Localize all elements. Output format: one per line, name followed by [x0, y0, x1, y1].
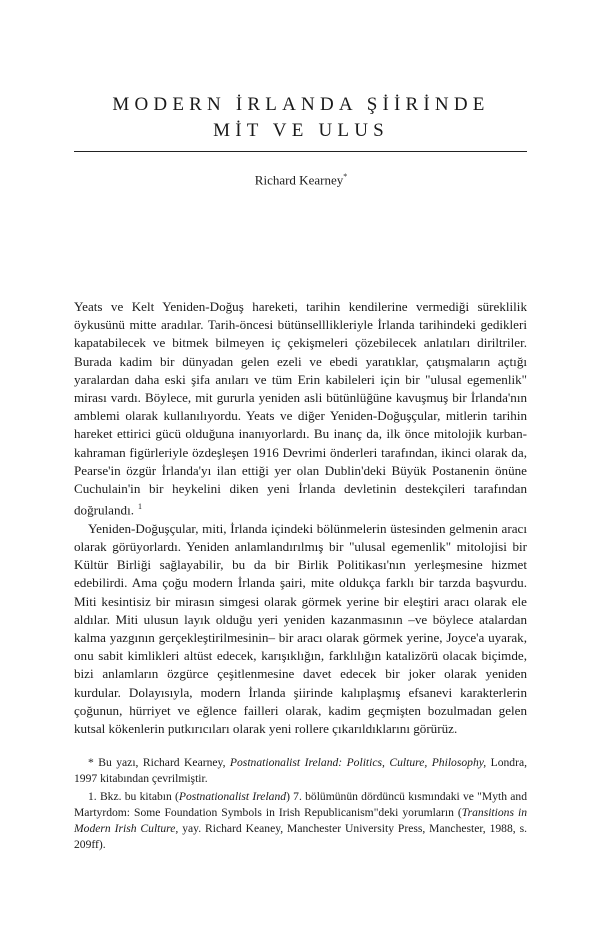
- paragraph-1-text: Yeats ve Kelt Yeniden-Doğuş hareketi, tarihin kendilerine vermediği süreklilik öykusünü mitte aradılar. Tarih-öncesi bütünselllikleriyle İrlanda tarihindeki gedikleri kapatabilecek ve bitmek bilmeyen iç çekişmeleri çözebilecek anlatıları diriltriler. Burada kadim bir dünyadan gelen ezeli ve ebedi yaratıklar, çatışmaların açtığı yaralardan daha eski şifa anıları ve tüm Erin kabileleri için bir "ulusal egemenlik" mirası vardı. Böylece, mit gururla yeniden asli bütünlüğüne kavuşmuş bir İrlanda'nın amblemi olarak kullanılıyordu. Yeats ve diğer Yeniden-Doğuşçular, mitlerin tarihin hareket ettirici gücü olduğuna inanıyorlardı. Bu inanç da, ilk önce mitolojik kurban-kahraman figürleriyle özdeşleşen 1916 Devrimi önderleri tarafından, ikinci olarak da, Pearse'in özgür İrlanda'yı ilan ettiği yer olan Dublin'deki Büyük Postanenin önüne Cuchulain'in bir heykelini diken yeni İrlanda devletinin destekçileri tarafından doğrulandı.: [74, 299, 527, 518]
- paragraph-1: [74, 298, 527, 520]
- footnotes: [74, 755, 527, 855]
- title-line-2: MİT VE ULUS: [213, 120, 389, 141]
- author-footnote-marker: *: [343, 172, 348, 181]
- footnote-1-suffix: yay. Richard Keaney, Manchester University Press, Manchester, 1988, s. 209ff).: [74, 822, 527, 851]
- footnote-1: [74, 789, 527, 853]
- paragraph-2: Yeniden-Doğuşçular, miti, İrlanda içindeki bölünmelerin üstesinden gelmenin aracı olarak görüyorlardı. Yeniden anlamlandırılmış bir "ulusal egemenlik" mitolojisi bir Kültür Birliği sağlayabilir, bu da bir Birlik Politikası'nın yerleşmesine hizmet edebilirdi. Ama çoğu modern İrlanda şairi, mite oldukça farklı bir tarzda başvurdu. Miti kesintisiz bir mirasın simgesi olarak görmek yerine bir eleştiri aracı olarak ele aldılar. Miti ulusun layık olduğu yeri yeniden kazanmasının –ve böylece atalardan kalma yazgının gerçekleştirilmesinin– bir aracı olarak görmek yerine, Joyce'a uyarak, onu sabit kimlikleri altüst edecek, karışıklığın, farklılığın katalizörü olacak biçimde, bizi anlamların özgürce çeşitlenmesine davet edecek bir joker olarak yeniden kurdular. Dolayısıyla, modern İrlanda şiirinde kalıplaşmış efsanevi karakterlerin çoğunun, hürriyet ve eğlence failleri olarak, kadim geçmişten bozulmadan gelen kutsal kökenlerin putkırıcıları olarak yeni rollere çıkarıldıklarını görürüz.: [74, 520, 527, 737]
- title-rule: [74, 151, 527, 152]
- footnote-1-title: Postnationalist Ireland: [178, 790, 287, 803]
- footnote-star-prefix: * Bu yazı, Richard Kearney,: [88, 756, 230, 769]
- footnote-1-middle: ) 7. bölümünün dördüncü kısmındaki ve "Myth and Martyrdom: Some Foundation Symbols in Irish Republicanism"deki yorumların (: [74, 790, 528, 819]
- footnote-star: [74, 755, 527, 787]
- footnote-star-suffix: Londra, 1997 kitabından çevrilmiştir.: [74, 756, 527, 785]
- footnote-reference-1: 1: [138, 502, 143, 512]
- footnote-1-prefix: 1. Bkz. bu kitabın (: [88, 790, 179, 803]
- author-line: [0, 172, 602, 188]
- footnote-star-title: Postnationalist Ireland: Politics, Culture, Philosophy,: [229, 756, 487, 769]
- footnote-1-title2: Transitions in Modern Irish Culture,: [74, 806, 527, 835]
- title-line-1: MODERN İRLANDA ŞİİRİNDE: [112, 94, 490, 115]
- article-body: [74, 298, 527, 738]
- author-name: Richard Kearney: [254, 172, 344, 188]
